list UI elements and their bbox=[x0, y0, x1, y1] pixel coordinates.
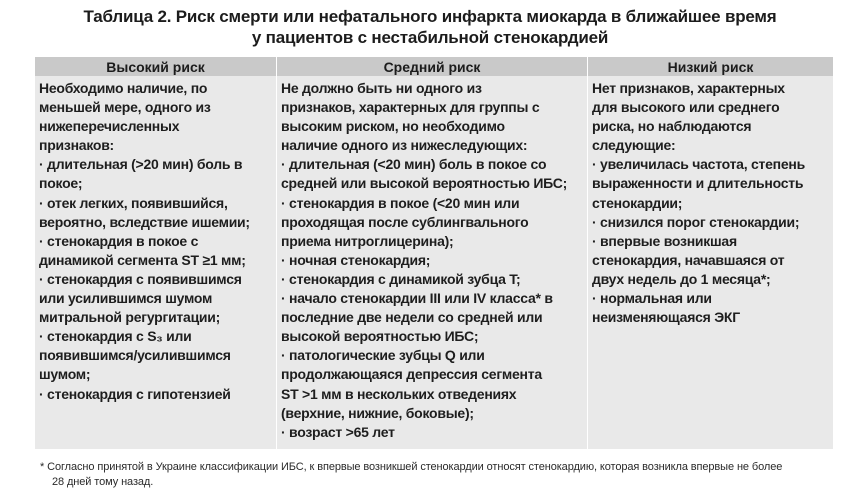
cell-text-line: наличие одного из нижеследующих: bbox=[281, 137, 528, 154]
cell-text-line: · отек легких, появившийся, bbox=[39, 194, 228, 211]
table-row bbox=[35, 76, 834, 449]
cell-text-line: приема нитроглицерина); bbox=[281, 232, 454, 249]
cell-text-line: появившимся/усилившимся bbox=[39, 347, 231, 364]
cell-text-line: продолжающаяся депрессия сегмента bbox=[281, 366, 542, 383]
cell-text-line: · стенокардия с S₃ или bbox=[39, 328, 192, 345]
risk-table-container bbox=[34, 57, 833, 450]
cell-text-line: · ночная стенокардия; bbox=[281, 251, 431, 268]
cell-text-line: Нет признаков, характерных bbox=[592, 80, 785, 96]
cell-text-line: ST >1 мм в нескольких отведениях bbox=[281, 385, 517, 402]
cell-high-risk bbox=[35, 76, 277, 449]
cell-text-line: средней или высокой вероятностью ИБС; bbox=[281, 175, 568, 192]
cell-text-line: динамикой сегмента ST ≥1 мм; bbox=[39, 251, 246, 268]
header-high-risk: Высокий риск bbox=[35, 57, 277, 76]
cell-text-line: признаков, характерных для группы с bbox=[281, 99, 540, 116]
cell-text-line: следующие: bbox=[592, 137, 676, 154]
cell-text-line: меньшей мере, одного из bbox=[39, 99, 211, 116]
cell-text-line: выраженности и длительность bbox=[592, 175, 804, 192]
cell-text-line: · впервые возникшая bbox=[592, 232, 737, 249]
cell-text-line: высоким риском, но необходимо bbox=[281, 118, 505, 135]
cell-text-line: · возраст >65 лет bbox=[281, 423, 395, 440]
cell-text-line: · стенокардия с появившимся bbox=[39, 270, 242, 287]
cell-text-line: (верхние, нижние, боковые); bbox=[281, 404, 474, 421]
risk-table bbox=[34, 57, 834, 449]
table-title bbox=[0, 6, 860, 48]
header-medium-risk: Средний риск bbox=[277, 57, 588, 76]
cell-text-line: риска, но наблюдаются bbox=[592, 118, 752, 135]
footnote-line-1: * Согласно принятой в Украине классификации ИБС, к впервые возникшей стенокардии относят стенокардию, которая возникла впервые не более bbox=[40, 461, 783, 473]
cell-text-line: шумом; bbox=[39, 366, 91, 383]
cell-text-line: проходящая после сублингвального bbox=[281, 213, 529, 230]
title-line-1: Таблица 2. Риск смерти или нефатального инфаркта миокарда в ближайшее время bbox=[83, 7, 777, 26]
cell-text-line: Не должно быть ни одного из bbox=[281, 80, 482, 96]
cell-text-line: · увеличилась частота, степень bbox=[592, 156, 805, 173]
cell-text-line: · стенокардия с гипотензией bbox=[39, 385, 231, 402]
cell-text-line: последние две недели со средней или bbox=[281, 309, 543, 326]
cell-text-line: высокой вероятностью ИБС; bbox=[281, 328, 479, 345]
cell-text-line: · стенокардия с динамикой зубца T; bbox=[281, 270, 521, 287]
table-header-row bbox=[35, 57, 834, 76]
cell-text-line: · стенокардия в покое с bbox=[39, 232, 199, 249]
cell-medium-risk bbox=[277, 76, 588, 449]
header-low-risk: Низкий риск bbox=[588, 57, 834, 76]
cell-text-line: · нормальная или bbox=[592, 290, 712, 307]
cell-text-line: · патологические зубцы Q или bbox=[281, 347, 485, 364]
cell-text-line: · начало стенокардии III или IV класса* в bbox=[281, 290, 553, 307]
cell-text-line: митральной регургитации; bbox=[39, 309, 221, 326]
cell-text-line: для высокого или среднего bbox=[592, 99, 780, 116]
cell-text-line: · длительная (<20 мин) боль в покое со bbox=[281, 156, 547, 173]
cell-text-line: признаков: bbox=[39, 137, 114, 154]
cell-text-line: покое; bbox=[39, 175, 83, 192]
cell-low-risk bbox=[588, 76, 834, 449]
cell-text-line: Необходимо наличие, по bbox=[39, 80, 208, 96]
footnote bbox=[40, 460, 840, 490]
cell-text-line: стенокардия, начавшаяся от bbox=[592, 251, 785, 268]
cell-text-line: или усилившимся шумом bbox=[39, 290, 213, 307]
cell-text-line: · длительная (>20 мин) боль в bbox=[39, 156, 243, 173]
cell-text-line: нижеперечисленных bbox=[39, 118, 180, 135]
cell-text-line: неизменяющаяся ЭКГ bbox=[592, 309, 740, 326]
cell-text-line: стенокардии; bbox=[592, 194, 683, 211]
footnote-line-2: 28 дней тому назад. bbox=[52, 476, 154, 488]
cell-text-line: двух недель до 1 месяца*; bbox=[592, 270, 771, 287]
title-line-2: у пациентов с нестабильной стенокардией bbox=[251, 28, 609, 47]
cell-text-line: · стенокардия в покое (<20 мин или bbox=[281, 194, 520, 211]
cell-text-line: · снизился порог стенокардии; bbox=[592, 213, 800, 230]
cell-text-line: вероятно, вследствие ишемии; bbox=[39, 213, 250, 230]
